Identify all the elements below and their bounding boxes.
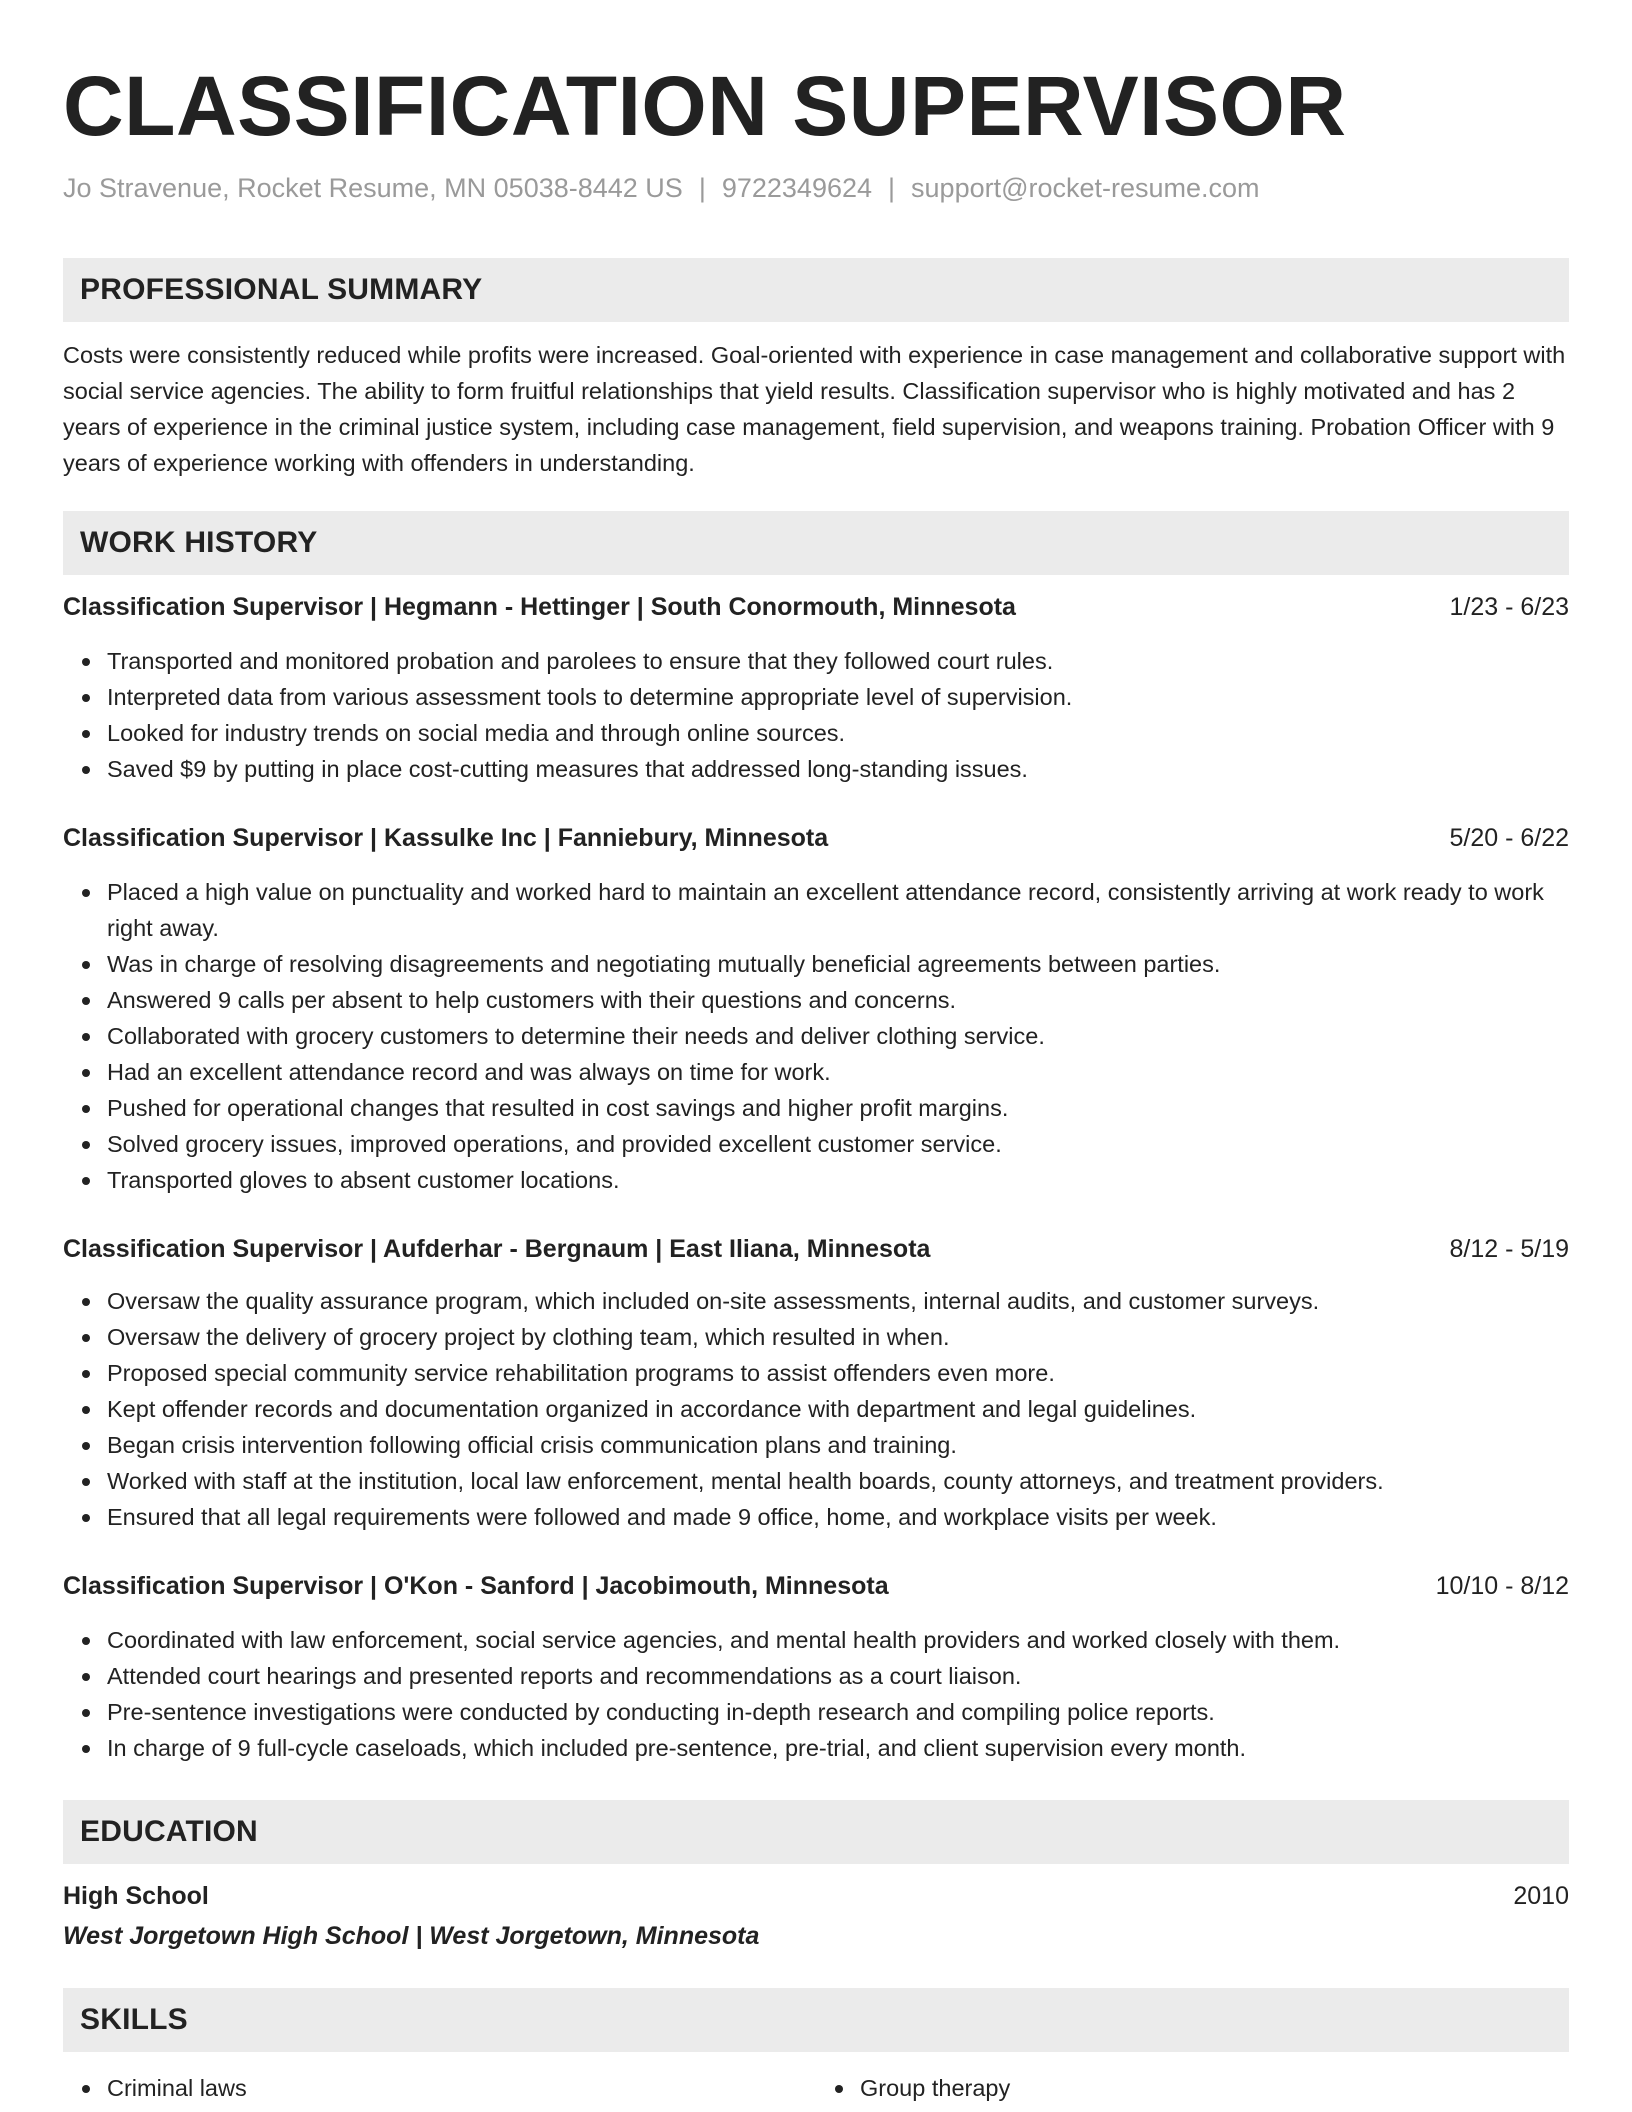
job-bullets: [63, 874, 1569, 1198]
skill-item: Group therapy: [860, 2070, 1569, 2106]
job-bullet: Attended court hearings and presented reports and recommendations as a court liaison.: [107, 1658, 1569, 1694]
job-bullet: Placed a high value on punctuality and worked hard to maintain an excellent attendance record, consistently arriving at work ready to work right away.: [107, 874, 1569, 946]
job-bullet: Oversaw the delivery of grocery project by clothing team, which resulted in when.: [107, 1319, 1569, 1355]
job-bullet: Collaborated with grocery customers to determine their needs and deliver clothing service.: [107, 1018, 1569, 1054]
contact-separator: |: [698, 173, 706, 203]
job-entry: [63, 1568, 1569, 1766]
job-header: [63, 1231, 1569, 1267]
work-history-heading: WORK HISTORY: [63, 511, 1569, 575]
job-header: [63, 820, 1569, 856]
job-title: Classification Supervisor | Hegmann - Hettinger | South Conormouth, Minnesota: [63, 593, 1016, 621]
job-bullet: Interpreted data from various assessment tools to determine appropriate level of supervision.: [107, 679, 1569, 715]
education-degree: High School: [63, 1882, 209, 1910]
job-bullet: Saved $9 by putting in place cost-cutting measures that addressed long-standing issues.: [107, 751, 1569, 787]
contact-phone: 9722349624: [721, 173, 873, 203]
education-row: [63, 1878, 1569, 1914]
job-title: Classification Supervisor | O'Kon - Sanford | Jacobimouth, Minnesota: [63, 1572, 889, 1600]
job-dates: 1/23 - 6/23: [1449, 593, 1569, 621]
job-bullet: In charge of 9 full-cycle caseloads, which included pre-sentence, pre-trial, and client supervision every month.: [107, 1730, 1569, 1766]
education-school: West Jorgetown High School | West Jorgetown, Minnesota: [63, 1922, 760, 1950]
resume-name: CLASSIFICATION SUPERVISOR: [63, 59, 1347, 153]
contact-line: [63, 170, 1569, 206]
job-bullet: Transported gloves to absent customer locations.: [107, 1162, 1569, 1198]
job-entry: [63, 1231, 1569, 1535]
job-bullet: Answered 9 calls per absent to help customers with their questions and concerns.: [107, 982, 1569, 1018]
job-dates: 5/20 - 6/22: [1449, 824, 1569, 852]
job-entry: [63, 589, 1569, 787]
skills-column-left: [63, 2070, 816, 2106]
job-bullet: Had an excellent attendance record and was always on time for work.: [107, 1054, 1569, 1090]
contact-address: Jo Stravenue, Rocket Resume, MN 05038-8442 US: [63, 173, 683, 203]
skill-item: Criminal laws: [107, 2070, 816, 2106]
job-bullets: [63, 1622, 1569, 1766]
job-bullet: Began crisis intervention following official crisis communication plans and training.: [107, 1427, 1569, 1463]
skills-column-right: [816, 2070, 1569, 2106]
job-bullet: Ensured that all legal requirements were followed and made 9 office, home, and workplace visits per week.: [107, 1499, 1569, 1535]
summary-text: Costs were consistently reduced while profits were increased. Goal-oriented with experience in case management and collaborative support with social service agencies. The ability to form fruitful relationships that yield results. Classification supervisor who is highly motivated and has 2 years of experience in the criminal justice system, including case management, field supervision, and weapons training. Probation Officer with 9 years of experience working with offenders in understanding.: [63, 342, 1566, 476]
contact-email: support@rocket-resume.com: [911, 173, 1260, 203]
job-bullet: Coordinated with law enforcement, social service agencies, and mental health providers and worked closely with them.: [107, 1622, 1569, 1658]
summary-heading: PROFESSIONAL SUMMARY: [63, 258, 1569, 322]
education-heading: EDUCATION: [63, 1800, 1569, 1864]
skills-grid: [63, 2070, 1569, 2106]
job-bullet: Pre-sentence investigations were conducted by conducting in-depth research and compiling police reports.: [107, 1694, 1569, 1730]
job-header: [63, 589, 1569, 625]
job-dates: 10/10 - 8/12: [1435, 1572, 1569, 1600]
job-bullet: Proposed special community service rehabilitation programs to assist offenders even more.: [107, 1355, 1569, 1391]
job-bullet: Solved grocery issues, improved operations, and provided excellent customer service.: [107, 1126, 1569, 1162]
education-year: 2010: [1513, 1882, 1569, 1910]
job-bullet: Worked with staff at the institution, local law enforcement, mental health boards, county attorneys, and treatment providers.: [107, 1463, 1569, 1499]
job-bullet: Transported and monitored probation and parolees to ensure that they followed court rules.: [107, 643, 1569, 679]
contact-separator: |: [888, 173, 896, 203]
job-title: Classification Supervisor | Kassulke Inc | Fanniebury, Minnesota: [63, 824, 829, 852]
job-bullet: Was in charge of resolving disagreements and negotiating mutually beneficial agreements between parties.: [107, 946, 1569, 982]
job-title: Classification Supervisor | Aufderhar - Bergnaum | East Iliana, Minnesota: [63, 1235, 931, 1263]
job-bullets: [63, 1283, 1569, 1535]
skills-heading: SKILLS: [63, 1988, 1569, 2052]
job-bullets: [63, 643, 1569, 787]
job-dates: 8/12 - 5/19: [1449, 1235, 1569, 1263]
job-entry: [63, 820, 1569, 1198]
job-bullet: Pushed for operational changes that resulted in cost savings and higher profit margins.: [107, 1090, 1569, 1126]
job-bullet: Kept offender records and documentation organized in accordance with department and legal guidelines.: [107, 1391, 1569, 1427]
job-bullet: Looked for industry trends on social media and through online sources.: [107, 715, 1569, 751]
job-bullet: Oversaw the quality assurance program, which included on-site assessments, internal audits, and customer surveys.: [107, 1283, 1569, 1319]
job-header: [63, 1568, 1569, 1604]
